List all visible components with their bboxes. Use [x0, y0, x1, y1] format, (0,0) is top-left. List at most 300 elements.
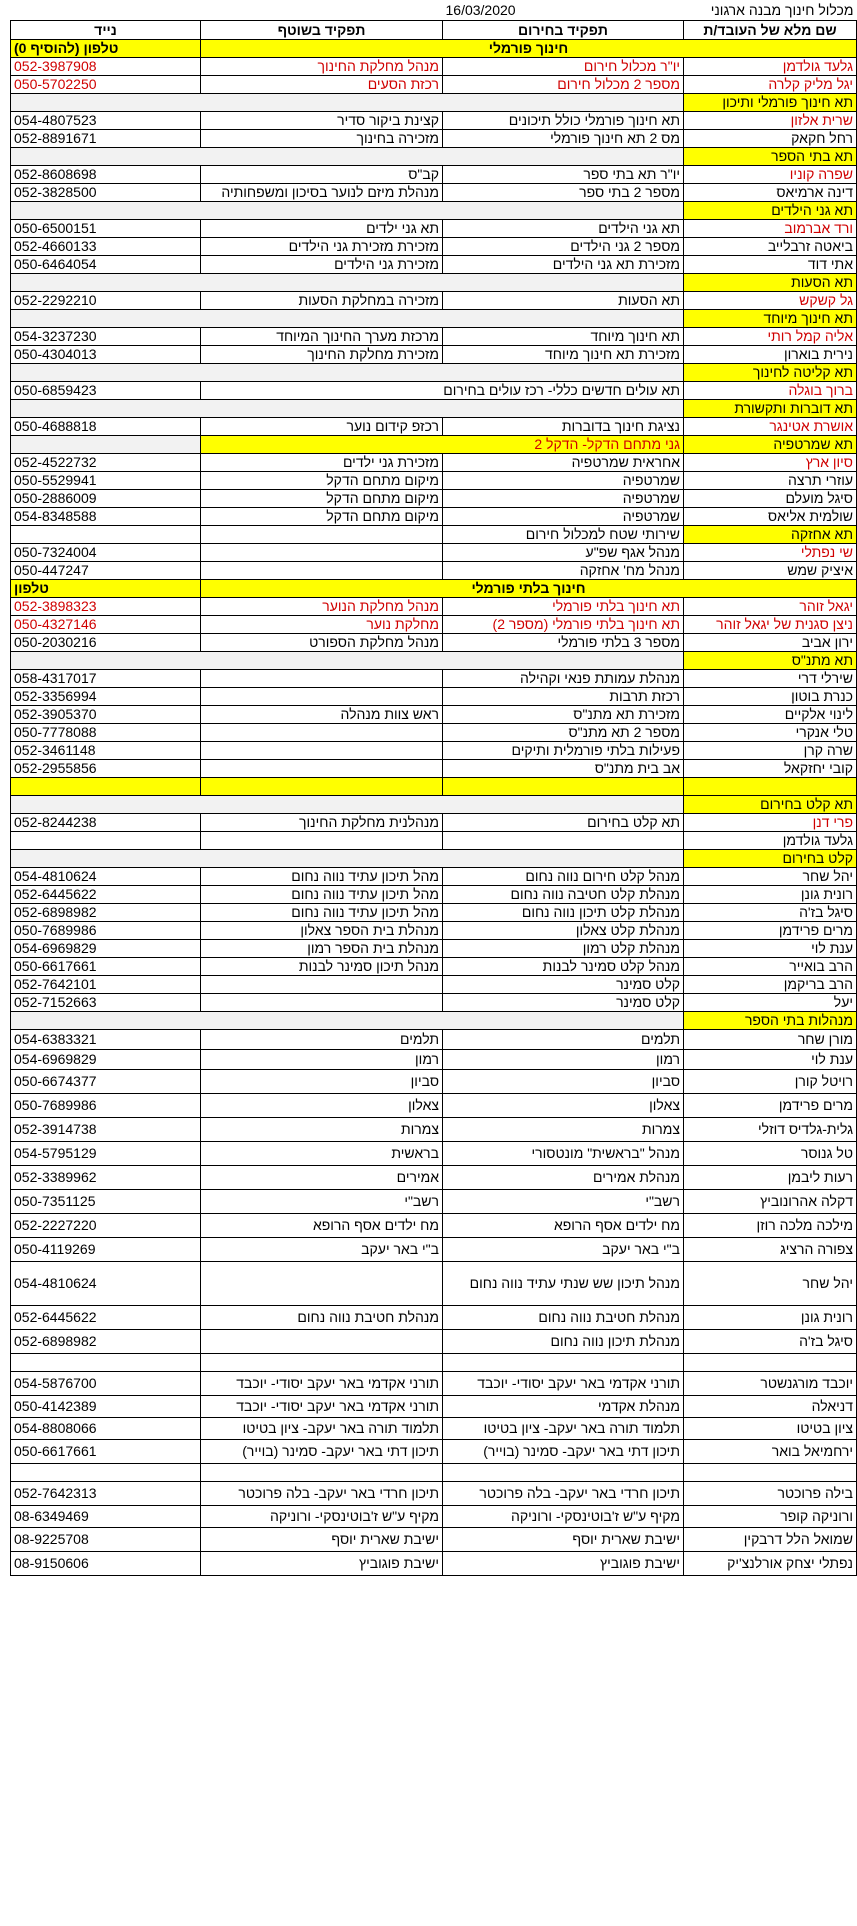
contact-routine-role: מחלקת נוער	[201, 615, 443, 633]
contact-routine-role: רכזת הסעים	[201, 75, 443, 93]
contact-routine-role: ראש צוות מנהלה	[201, 705, 443, 723]
contact-row	[11, 1305, 857, 1329]
contact-name: ירון אביב	[684, 633, 857, 651]
section-title: חינוך פורמלי	[201, 39, 857, 57]
contact-row	[11, 885, 857, 903]
subsection-blank	[11, 201, 684, 219]
contact-emergency-role: ישיבת שארית יוסף	[443, 1527, 684, 1551]
contact-row	[11, 597, 857, 615]
contact-emergency-role: מנהלת קלט צאלון	[443, 921, 684, 939]
subsection-note: שירותי שטח למכלול חירום	[443, 525, 684, 543]
contact-name: סיון ארץ	[684, 453, 857, 471]
contact-name: אושרת אטינגר	[684, 417, 857, 435]
contact-emergency-role: תא הסעות	[443, 291, 684, 309]
contact-mobile: 052-3461148	[11, 741, 201, 759]
contact-routine-role: קב"ס	[201, 165, 443, 183]
contact-emergency-role: מספר 3 בלתי פורמלי	[443, 633, 684, 651]
contact-row	[11, 183, 857, 201]
contact-emergency-role: מנהלת תיכון נווה נחום	[443, 1329, 684, 1353]
contact-routine-role	[201, 759, 443, 777]
subsection-title: תא בתי הספר	[684, 147, 857, 165]
contact-mobile: 050-7324004	[11, 543, 201, 561]
contact-routine-role: מנהל תיכון סמינר לבנות	[201, 957, 443, 975]
contact-row	[11, 345, 857, 363]
subsection-title: תא חינוך מיוחד	[684, 309, 857, 327]
contact-mobile: 08-6349469	[11, 1505, 201, 1527]
contact-row	[11, 1117, 857, 1141]
contact-mobile: 052-3828500	[11, 183, 201, 201]
contact-row	[11, 1069, 857, 1093]
contact-routine-role	[201, 1261, 443, 1305]
contact-mobile: 052-3356994	[11, 687, 201, 705]
contact-mobile: 08-9150606	[11, 1551, 201, 1575]
contact-mobile: 050-6674377	[11, 1069, 201, 1093]
contact-row	[11, 1213, 857, 1237]
contact-routine-role: ישיבת שארית יוסף	[201, 1527, 443, 1551]
contact-mobile: 052-3389962	[11, 1165, 201, 1189]
subsection-title: תא שמרטפיה	[684, 435, 857, 453]
contact-routine-role: ישיבת פוגוביץ	[201, 1551, 443, 1575]
contact-mobile: 052-7642313	[11, 1481, 201, 1505]
contact-emergency-role: אב בית מתנ"ס	[443, 759, 684, 777]
contact-row	[11, 1439, 857, 1463]
contact-row	[11, 381, 857, 399]
contact-emergency-role: יו"ר מכלול חירום	[443, 57, 684, 75]
contact-routine-role: מנהלת בית הספר רמון	[201, 939, 443, 957]
contact-row	[11, 723, 857, 741]
section-header-row	[11, 579, 857, 597]
contact-routine-role: מקיף ע"ש ז'בוטינסקי- ורוניקה	[201, 1505, 443, 1527]
contact-name: ביאטה זרבלייב	[684, 237, 857, 255]
contact-mobile: 052-8244238	[11, 813, 201, 831]
contact-routine-role: מרכזת מערך החינוך המיוחד	[201, 327, 443, 345]
contact-emergency-role: מספר 2 גני הילדים	[443, 237, 684, 255]
contact-mobile: 08-9225708	[11, 1527, 201, 1551]
subsection-title: תא הסעות	[684, 273, 857, 291]
column-header-row	[11, 20, 857, 39]
contact-mobile: 050-4119269	[11, 1237, 201, 1261]
contacts-table	[10, 0, 857, 1576]
contact-row	[11, 219, 857, 237]
contact-emergency-role: תא חינוך מיוחד	[443, 327, 684, 345]
contact-row	[11, 1165, 857, 1189]
contact-routine-role: מנהל מחלקת הנוער	[201, 597, 443, 615]
contact-emergency-role: קלט סמינר	[443, 993, 684, 1011]
contact-emergency-role: מקיף ע"ש ז'בוטינסקי- ורוניקה	[443, 1505, 684, 1527]
contact-mobile: 052-6445622	[11, 885, 201, 903]
contact-name: דינה ארמיאס	[684, 183, 857, 201]
separator-row	[11, 777, 857, 795]
contact-mobile: 052-3914738	[11, 1117, 201, 1141]
contact-routine-role: ב"י באר יעקב	[201, 1237, 443, 1261]
contact-routine-role: מהל תיכון עתיד נווה נחום	[201, 903, 443, 921]
subsection-title: תא חינוך פורמלי ותיכון	[684, 93, 857, 111]
contact-name: שפרה קוניו	[684, 165, 857, 183]
subsection-row	[11, 147, 857, 165]
subsection-row	[11, 363, 857, 381]
contact-routine-role	[201, 543, 443, 561]
subsection-blank	[11, 363, 684, 381]
contact-row	[11, 957, 857, 975]
contact-name: עוזרי תרצה	[684, 471, 857, 489]
contact-routine-role	[201, 975, 443, 993]
contact-name: שרית אלזון	[684, 111, 857, 129]
empty-cell	[684, 1353, 857, 1371]
contact-emergency-role: שמרטפיה	[443, 489, 684, 507]
empty-cell	[201, 525, 443, 543]
subsection-row	[11, 201, 857, 219]
subsection-row	[11, 1011, 857, 1029]
contact-name: אליה קמל רותי	[684, 327, 857, 345]
contact-name: הרב בריקמן	[684, 975, 857, 993]
contact-mobile: 050-447247	[11, 561, 201, 579]
contact-emergency-role: תלמוד תורה באר יעקב- ציון בטיטו	[443, 1417, 684, 1439]
contact-name: גלית-גלדיס דוזלי	[684, 1117, 857, 1141]
contact-name: ענת לוי	[684, 1049, 857, 1069]
contact-name: רעות ליבמן	[684, 1165, 857, 1189]
subsection-title: תא קלט בחירום	[684, 795, 857, 813]
contact-routine-role: מנהל מחלקת החינוך	[201, 57, 443, 75]
contact-name: יגאל זוהר	[684, 597, 857, 615]
contact-row	[11, 615, 857, 633]
contact-row	[11, 1505, 857, 1527]
contact-routine-role: תיכון חרדי באר יעקב- בלה פרוכטר	[201, 1481, 443, 1505]
contact-emergency-role: תיכון דתי באר יעקב- סמינר (בוייר)	[443, 1439, 684, 1463]
contact-name: יוכבד מורגנשטר	[684, 1371, 857, 1395]
org-chart-sheet	[10, 0, 856, 1576]
contact-emergency-role: תא גני הילדים	[443, 219, 684, 237]
subsection-title: תא מתנ"ס	[684, 651, 857, 669]
contact-routine-role: מיקום מתחם הדקל	[201, 471, 443, 489]
contact-name: סיגל בז'ה	[684, 903, 857, 921]
contact-row	[11, 255, 857, 273]
contact-routine-role: תורני אקדמי באר יעקב יסודי- יוכבד	[201, 1395, 443, 1417]
contact-mobile: 054-6383321	[11, 1029, 201, 1049]
section-header-row	[11, 39, 857, 57]
section-title: חינוך בלתי פורמלי	[201, 579, 857, 597]
contact-emergency-role	[443, 831, 684, 849]
contact-mobile: 050-7778088	[11, 723, 201, 741]
contact-row	[11, 417, 857, 435]
contact-name: סיגל מועלם	[684, 489, 857, 507]
contact-mobile: 052-4660133	[11, 237, 201, 255]
contact-emergency-role: רמון	[443, 1049, 684, 1069]
contact-name: יהל שחר	[684, 1261, 857, 1305]
contact-emergency-role: אחראית שמרטפיה	[443, 453, 684, 471]
contact-role-combined: תא עולים חדשים כללי- רכז עולים בחירום	[201, 381, 684, 399]
contact-emergency-role: תיכון חרדי באר יעקב- בלה פרוכטר	[443, 1481, 684, 1505]
contact-routine-role: רמון	[201, 1049, 443, 1069]
contact-mobile: 052-2292210	[11, 291, 201, 309]
contact-name: שי נפתלי	[684, 543, 857, 561]
contact-emergency-role: נציגת חינוך בדוברות	[443, 417, 684, 435]
contact-emergency-role: מנהל קלט סמינר לבנות	[443, 957, 684, 975]
contact-mobile: 054-4810624	[11, 1261, 201, 1305]
empty-cell	[201, 1353, 443, 1371]
subsection-title: תא קליטה לחינוך	[684, 363, 857, 381]
contact-row	[11, 111, 857, 129]
contact-routine-role: מנהלת מיזם לנוער בסיכון ומשפחותיה	[201, 183, 443, 201]
contact-routine-role: מהל תיכון עתיד נווה נחום	[201, 867, 443, 885]
subsection-row	[11, 651, 857, 669]
contact-row	[11, 561, 857, 579]
contact-name: ורוניקה קופר	[684, 1505, 857, 1527]
subsection-blank	[11, 795, 684, 813]
contact-name: יגל מליק קלרה	[684, 75, 857, 93]
subsection-row	[11, 93, 857, 111]
contact-row	[11, 129, 857, 147]
contact-row	[11, 633, 857, 651]
contact-emergency-role: מספר 2 מכלול חירום	[443, 75, 684, 93]
contact-mobile: 050-6617661	[11, 1439, 201, 1463]
contact-emergency-role: פעילות בלתי פורמלית ותיקים	[443, 741, 684, 759]
contact-routine-role: תיכון דתי באר יעקב- סמינר (בוייר)	[201, 1439, 443, 1463]
contact-name: שירלי דרי	[684, 669, 857, 687]
contact-row	[11, 993, 857, 1011]
contact-routine-role: רכזפ קידום נוער	[201, 417, 443, 435]
contact-mobile: 054-4807523	[11, 111, 201, 129]
subsection-blank	[11, 435, 201, 453]
subsection-blank	[11, 309, 684, 327]
subsection-title: מנהלות בתי הספר	[684, 1011, 857, 1029]
contact-name: שרה קרן	[684, 741, 857, 759]
blank-row	[11, 1463, 857, 1481]
contact-mobile: 052-6898982	[11, 903, 201, 921]
contact-routine-role: מזכירת מחלקת החינוך	[201, 345, 443, 363]
document-header	[11, 0, 857, 20]
subsection-row	[11, 435, 857, 453]
contact-routine-role: מנהלת בית הספר צאלון	[201, 921, 443, 939]
contact-emergency-role: מס 2 תא חינוך פורמלי	[443, 129, 684, 147]
contact-emergency-role: מנהל "בראשית" מונטסורי	[443, 1141, 684, 1165]
contact-routine-role: צמרות	[201, 1117, 443, 1141]
contact-emergency-role: מספר 2 בתי ספר	[443, 183, 684, 201]
contact-row	[11, 57, 857, 75]
empty-cell	[684, 1463, 857, 1481]
contact-name: נירית בוארון	[684, 345, 857, 363]
contact-mobile: 052-4522732	[11, 453, 201, 471]
contact-name: אתי דוד	[684, 255, 857, 273]
contact-row	[11, 921, 857, 939]
contact-row	[11, 1417, 857, 1439]
contact-row	[11, 327, 857, 345]
contact-emergency-role: יו"ר תא בתי ספר	[443, 165, 684, 183]
contact-routine-role	[201, 669, 443, 687]
subsection-blank	[11, 1011, 684, 1029]
contact-mobile: 054-8808066	[11, 1417, 201, 1439]
empty-cell	[201, 1463, 443, 1481]
contact-emergency-role: תא חינוך פורמלי כולל תיכונים	[443, 111, 684, 129]
contact-mobile: 050-4688818	[11, 417, 201, 435]
contact-routine-role	[201, 561, 443, 579]
subsection-blank	[11, 399, 684, 417]
contact-row	[11, 75, 857, 93]
empty-cell	[11, 1463, 201, 1481]
contact-name: מרים פרידמן	[684, 921, 857, 939]
contact-mobile: 050-6464054	[11, 255, 201, 273]
contact-routine-role	[201, 687, 443, 705]
contact-name: פרי דנן	[684, 813, 857, 831]
contact-routine-role: מזכירת מזכירת גני הילדים	[201, 237, 443, 255]
contact-emergency-role: רכזת תרבות	[443, 687, 684, 705]
contact-emergency-role: תא חינוך בלתי פורמלי	[443, 597, 684, 615]
contact-emergency-role: תורני אקדמי באר יעקב יסודי- יוכבד	[443, 1371, 684, 1395]
contact-name: גלעד גולדמן	[684, 831, 857, 849]
contact-name: יעל	[684, 993, 857, 1011]
contact-row	[11, 291, 857, 309]
contact-mobile: 050-5702250	[11, 75, 201, 93]
contact-mobile: 052-3987908	[11, 57, 201, 75]
subsection-title: תא גני הילדים	[684, 201, 857, 219]
contact-row	[11, 453, 857, 471]
contact-mobile: 050-2886009	[11, 489, 201, 507]
subsection-blank	[11, 651, 684, 669]
contact-routine-role: תורני אקדמי באר יעקב יסודי- יוכבד	[201, 1371, 443, 1395]
contact-routine-role: רשב"י	[201, 1189, 443, 1213]
contact-mobile: 054-6969829	[11, 1049, 201, 1069]
subsection-row	[11, 399, 857, 417]
contact-name: גל קשקש	[684, 291, 857, 309]
contact-mobile: 050-2030216	[11, 633, 201, 651]
contact-emergency-role: מנהל אגף שפ"ע	[443, 543, 684, 561]
contact-mobile: 050-4142389	[11, 1395, 201, 1417]
contact-routine-role: מזכירת גני ילדים	[201, 453, 443, 471]
column-header-routine-role: תפקיד בשוטף	[201, 20, 443, 39]
contact-routine-role: מח ילדים אסף הרופא	[201, 1213, 443, 1237]
subsection-note: גני מתחם הדקל- הדקל 2	[201, 435, 684, 453]
section-phone-label: טלפון	[11, 579, 201, 597]
contact-emergency-role: סביון	[443, 1069, 684, 1093]
contact-mobile: 052-3905370	[11, 705, 201, 723]
contact-name: דקלה אהרונוביץ	[684, 1189, 857, 1213]
contact-routine-role: קצינת ביקור סדיר	[201, 111, 443, 129]
contact-name: רויטל קורן	[684, 1069, 857, 1093]
contact-row	[11, 903, 857, 921]
contact-name: נפתלי יצחק אורלנצ'יק	[684, 1551, 857, 1575]
contact-mobile: 050-7351125	[11, 1189, 201, 1213]
contact-mobile: 052-7642101	[11, 975, 201, 993]
date-label: 16/03/2020	[443, 0, 684, 20]
contact-emergency-role: מנהלת קלט רמון	[443, 939, 684, 957]
contact-name: כנרת בוטון	[684, 687, 857, 705]
contact-name: רחל חקאק	[684, 129, 857, 147]
contact-row	[11, 237, 857, 255]
empty-cell	[443, 1353, 684, 1371]
contact-row	[11, 975, 857, 993]
contact-mobile: 054-5795129	[11, 1141, 201, 1165]
contact-row	[11, 1481, 857, 1505]
contact-row	[11, 759, 857, 777]
contact-mobile: 052-7152663	[11, 993, 201, 1011]
contact-row	[11, 1189, 857, 1213]
contact-mobile: 054-6969829	[11, 939, 201, 957]
contact-mobile	[11, 831, 201, 849]
contact-row	[11, 1261, 857, 1305]
contact-emergency-role: מנהלת קלט חטיבה נווה נחום	[443, 885, 684, 903]
contact-mobile: 050-4327146	[11, 615, 201, 633]
contact-emergency-role: צמרות	[443, 1117, 684, 1141]
contact-emergency-role: מנהל מח' אחזקה	[443, 561, 684, 579]
contact-emergency-role: מח ילדים אסף הרופא	[443, 1213, 684, 1237]
subsection-row	[11, 309, 857, 327]
subsection-row	[11, 273, 857, 291]
contact-routine-role: מנהל מחלקת הספורט	[201, 633, 443, 651]
contact-row	[11, 1527, 857, 1551]
subsection-blank	[11, 273, 684, 291]
contact-name: ניצן סגנית של יגאל זוהר	[684, 615, 857, 633]
contact-row	[11, 1237, 857, 1261]
org-title: מכלול חינוך מבנה ארגוני	[684, 0, 857, 20]
contact-row	[11, 1551, 857, 1575]
contact-row	[11, 471, 857, 489]
contact-name: ענת לוי	[684, 939, 857, 957]
contact-emergency-role: צאלון	[443, 1093, 684, 1117]
contact-row	[11, 687, 857, 705]
contact-row	[11, 939, 857, 957]
contact-emergency-role: מספר 2 תא מתנ"ס	[443, 723, 684, 741]
subsection-title: קלט בחירום	[684, 849, 857, 867]
contact-name: מרים פרידמן	[684, 1093, 857, 1117]
blank-row	[11, 1353, 857, 1371]
contact-name: דניאלה	[684, 1395, 857, 1417]
contact-name: הרב בואייר	[684, 957, 857, 975]
contact-emergency-role: מנהלת אקדמי	[443, 1395, 684, 1417]
contact-emergency-role: מנהלת חטיבת נווה נחום	[443, 1305, 684, 1329]
contact-routine-role	[201, 1329, 443, 1353]
contact-emergency-role: רשב"י	[443, 1189, 684, 1213]
contact-mobile: 050-4304013	[11, 345, 201, 363]
contact-row	[11, 489, 857, 507]
contact-name: רונית גונן	[684, 1305, 857, 1329]
contact-routine-role: סביון	[201, 1069, 443, 1093]
contact-emergency-role: קלט סמינר	[443, 975, 684, 993]
contact-name: גלעד גולדמן	[684, 57, 857, 75]
separator-cell	[11, 777, 201, 795]
contact-mobile: 054-8348588	[11, 507, 201, 525]
contact-mobile: 052-2227220	[11, 1213, 201, 1237]
contact-emergency-role: תלמים	[443, 1029, 684, 1049]
contact-mobile: 054-3237230	[11, 327, 201, 345]
contact-mobile: 050-7689986	[11, 1093, 201, 1117]
contact-routine-role: מהל תיכון עתיד נווה נחום	[201, 885, 443, 903]
contact-emergency-role: מזכירת תא מתנ"ס	[443, 705, 684, 723]
subsection-row	[11, 849, 857, 867]
contact-row	[11, 1395, 857, 1417]
contact-routine-role: אמירים	[201, 1165, 443, 1189]
contact-mobile: 052-6445622	[11, 1305, 201, 1329]
contact-routine-role: מיקום מתחם הדקל	[201, 507, 443, 525]
contact-routine-role	[201, 741, 443, 759]
contact-emergency-role: מנהלת עמותת פנאי וקהילה	[443, 669, 684, 687]
contact-row	[11, 813, 857, 831]
empty-cell	[11, 525, 201, 543]
contact-row	[11, 867, 857, 885]
contact-mobile: 050-6617661	[11, 957, 201, 975]
contact-row	[11, 165, 857, 183]
empty-cell	[11, 1353, 201, 1371]
subsection-row	[11, 795, 857, 813]
contact-routine-role: מזכירת גני הילדים	[201, 255, 443, 273]
contact-mobile: 052-6898982	[11, 1329, 201, 1353]
contact-emergency-role: שמרטפיה	[443, 507, 684, 525]
contact-row	[11, 1093, 857, 1117]
contact-emergency-role: מנהל תיכון שש שנתי עתיד נווה נחום	[443, 1261, 684, 1305]
contact-name: ירחמיאל בואר	[684, 1439, 857, 1463]
section-phone-label: טלפון (להוסיף 0)	[11, 39, 201, 57]
column-header-mobile: נייד	[11, 20, 201, 39]
contact-name: ורד אברמוב	[684, 219, 857, 237]
contact-mobile: 050-6859423	[11, 381, 201, 399]
